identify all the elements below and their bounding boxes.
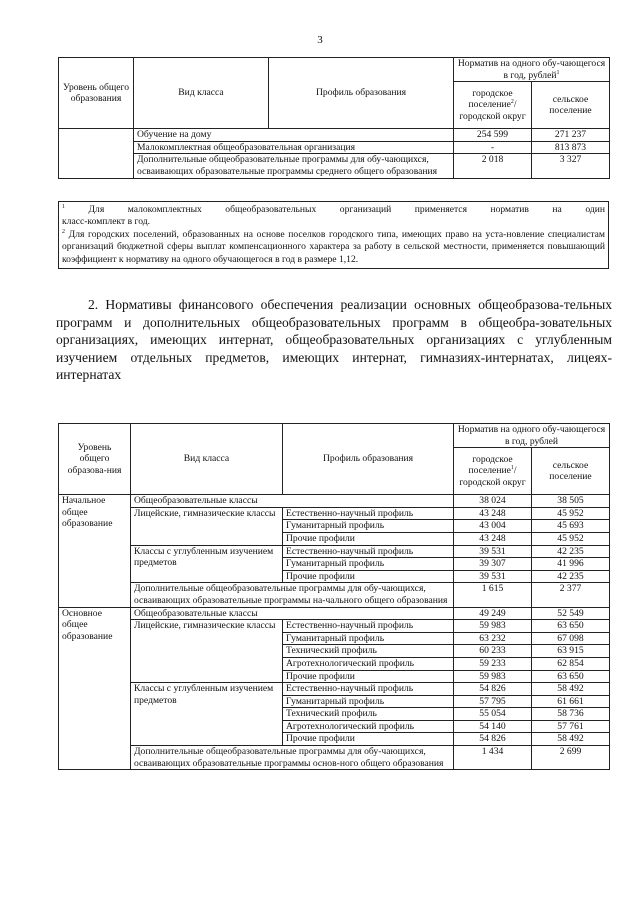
- header-urban-label: городское поселение: [468, 87, 513, 111]
- header-class-type: Вид класса: [134, 58, 269, 129]
- profile-cell: Естественно-научный профиль: [283, 507, 454, 520]
- urban-value: 57 795: [454, 695, 532, 708]
- urban-value: 2 018: [454, 154, 532, 178]
- rural-value: 45 693: [532, 520, 610, 533]
- footnote-1-continued: класс-комплект в год.: [62, 216, 151, 228]
- profile-cell: Естественно-научный профиль: [283, 545, 454, 558]
- urban-value: 39 531: [454, 570, 532, 583]
- urban-value: 59 983: [454, 620, 532, 633]
- header-level: [59, 58, 134, 129]
- rural-value: 58 492: [532, 733, 610, 746]
- rural-value: 63 650: [532, 620, 610, 633]
- profile-cell: Естественно-научный профиль: [283, 620, 454, 633]
- rural-value: 2 377: [532, 583, 610, 607]
- level-cell: Основное общее образование: [59, 607, 131, 770]
- rural-value: 63 915: [532, 645, 610, 658]
- footnote-ref-1: 1: [510, 465, 514, 472]
- profile-cell: Прочие профили: [283, 733, 454, 746]
- header-level-label: Уровень общего образования: [63, 81, 129, 105]
- profile-cell: Технический профиль: [283, 645, 454, 658]
- rural-value: 2 699: [532, 746, 610, 770]
- rural-value: 58 492: [532, 683, 610, 696]
- profile-cell: Агротехнологический профиль: [283, 720, 454, 733]
- class-type-cell: Дополнительные общеобразовательные программы для обу-чающихся, осваивающих образовательные программы среднего общего образования: [134, 154, 454, 178]
- rural-value: 813 873: [532, 141, 610, 154]
- header-level: Уровень общего образова-ния: [59, 424, 131, 495]
- header-profile: Профиль образования: [283, 424, 454, 495]
- rural-value: 42 235: [532, 545, 610, 558]
- footnote-2-mark: 2: [62, 228, 65, 235]
- header-normative: [454, 58, 610, 82]
- rural-value: 61 661: [532, 695, 610, 708]
- rural-value: 45 952: [532, 507, 610, 520]
- urban-value: 54 140: [454, 720, 532, 733]
- normatives-table-1: [58, 57, 610, 179]
- footnote-ref-2: 2: [510, 99, 514, 106]
- urban-value: 49 249: [454, 607, 532, 620]
- footnote-1-mark: 1: [62, 203, 65, 210]
- normatives-table-2: [58, 423, 610, 770]
- table-row: [59, 746, 610, 770]
- table-row: [59, 683, 610, 696]
- footnote-ref-1: 1: [556, 69, 560, 76]
- class-type-cell: Общеобразовательные классы: [131, 607, 454, 620]
- profile-cell: Прочие профили: [283, 570, 454, 583]
- profile-cell: Прочие профили: [283, 670, 454, 683]
- table-row: [59, 495, 610, 508]
- urban-value: 55 054: [454, 708, 532, 721]
- urban-value: 43 248: [454, 532, 532, 545]
- rural-value: 62 854: [532, 657, 610, 670]
- header-urban: [454, 448, 532, 495]
- profile-cell: Гуманитарный профиль: [283, 695, 454, 708]
- rural-value: 67 098: [532, 632, 610, 645]
- header-urban-label: городское поселение: [468, 453, 513, 477]
- class-type-cell: Малокомплектная общеобразовательная организация: [134, 141, 454, 154]
- urban-value: 1 434: [454, 746, 532, 770]
- profile-cell: Технический профиль: [283, 708, 454, 721]
- footnote-1-text: Для малокомплектных общеобразовательных организаций применяется норматив на один: [88, 204, 605, 215]
- urban-value: -: [454, 141, 532, 154]
- urban-value: 59 233: [454, 657, 532, 670]
- urban-value: 39 307: [454, 558, 532, 571]
- header-rural: сельское поселение: [532, 82, 610, 129]
- class-type-cell: Лицейские, гимназические классы: [131, 620, 283, 683]
- rural-value: 58 736: [532, 708, 610, 721]
- urban-value: 59 983: [454, 670, 532, 683]
- table-row: [59, 507, 610, 520]
- urban-value: 43 004: [454, 520, 532, 533]
- urban-value: 60 233: [454, 645, 532, 658]
- rural-value: 3 327: [532, 154, 610, 178]
- header-urban: [454, 82, 532, 129]
- table-row: [59, 607, 610, 620]
- header-profile: Профиль образования: [269, 58, 454, 129]
- class-type-cell: Дополнительные общеобразовательные программы для обу-чающихся, осваивающих образовательные программы на-чального общего образования: [131, 583, 454, 607]
- urban-value: 54 826: [454, 683, 532, 696]
- urban-value: 254 599: [454, 129, 532, 142]
- header-urban-suffix: / городской округ: [459, 465, 526, 488]
- profile-cell: Гуманитарный профиль: [283, 632, 454, 645]
- class-type-cell: Обучение на дому: [134, 129, 454, 142]
- header-urban-suffix: / городской округ: [459, 99, 526, 122]
- rural-value: 38 505: [532, 495, 610, 508]
- urban-value: 1 615: [454, 583, 532, 607]
- header-class-type: Вид класса: [131, 424, 283, 495]
- level-cell: Начальное общее образование: [59, 495, 131, 607]
- table-row: [59, 583, 610, 607]
- class-type-cell: Классы с углубленным изучением предметов: [131, 683, 283, 746]
- profile-cell: Естественно-научный профиль: [283, 683, 454, 696]
- footnotes: [58, 201, 609, 269]
- rural-value: 57 761: [532, 720, 610, 733]
- footnote-2-text: Для городских поселений, образованных на основе поселков городского типа, имеющих право на уста-новление специалистам организаций бюджетной сферы выплат компенсационного характера за работу в сельской местности, применяется повышающий коэффициент к нормативу на одного обучающегося в год в размере 1,12.: [62, 228, 605, 265]
- footnote-1: [62, 204, 605, 216]
- rural-value: 42 235: [532, 570, 610, 583]
- urban-value: 43 248: [454, 507, 532, 520]
- urban-value: 54 826: [454, 733, 532, 746]
- rural-value: 45 952: [532, 532, 610, 545]
- urban-value: 38 024: [454, 495, 532, 508]
- class-type-cell: Классы с углубленным изучением предметов: [131, 545, 283, 583]
- page-number: 3: [317, 34, 323, 46]
- header-normative-label: Норматив на одного обу-чающегося в год, рублей: [457, 58, 606, 81]
- section-2-heading-paragraph: 2. Нормативы финансового обеспечения реализации основных общеобразова-тельных программ и дополнительных общеобразовательных программ в общеобра-зовательных организациях, имеющих интернат, общеобразовательных организациях с углубленным изучением отдельных предметов, имеющих интернат, гимназиях-интернатах, лицеях-интернатах: [56, 297, 612, 383]
- profile-cell: Гуманитарный профиль: [283, 520, 454, 533]
- urban-value: 63 232: [454, 632, 532, 645]
- class-type-cell: Дополнительные общеобразовательные программы для обу-чающихся, осваивающих образовательные программы основ-ного общего образования: [131, 746, 454, 770]
- rural-value: 52 549: [532, 607, 610, 620]
- table-row: [59, 141, 610, 154]
- rural-value: 271 237: [532, 129, 610, 142]
- footnote-2: [62, 229, 605, 266]
- urban-value: 39 531: [454, 545, 532, 558]
- level-cell: [59, 129, 134, 178]
- rural-value: 63 650: [532, 670, 610, 683]
- class-type-cell: Общеобразовательные классы: [131, 495, 454, 508]
- table-row: [59, 154, 610, 178]
- profile-cell: Прочие профили: [283, 532, 454, 545]
- header-rural: сельское поселение: [532, 448, 610, 495]
- table-row: [59, 620, 610, 633]
- header-normative: Норматив на одного обу-чающегося в год, рублей: [454, 424, 610, 448]
- table-row: [59, 129, 610, 142]
- profile-cell: Агротехнологический профиль: [283, 657, 454, 670]
- class-type-cell: Лицейские, гимназические классы: [131, 507, 283, 545]
- profile-cell: Гуманитарный профиль: [283, 558, 454, 571]
- rural-value: 41 996: [532, 558, 610, 571]
- table-row: [59, 545, 610, 558]
